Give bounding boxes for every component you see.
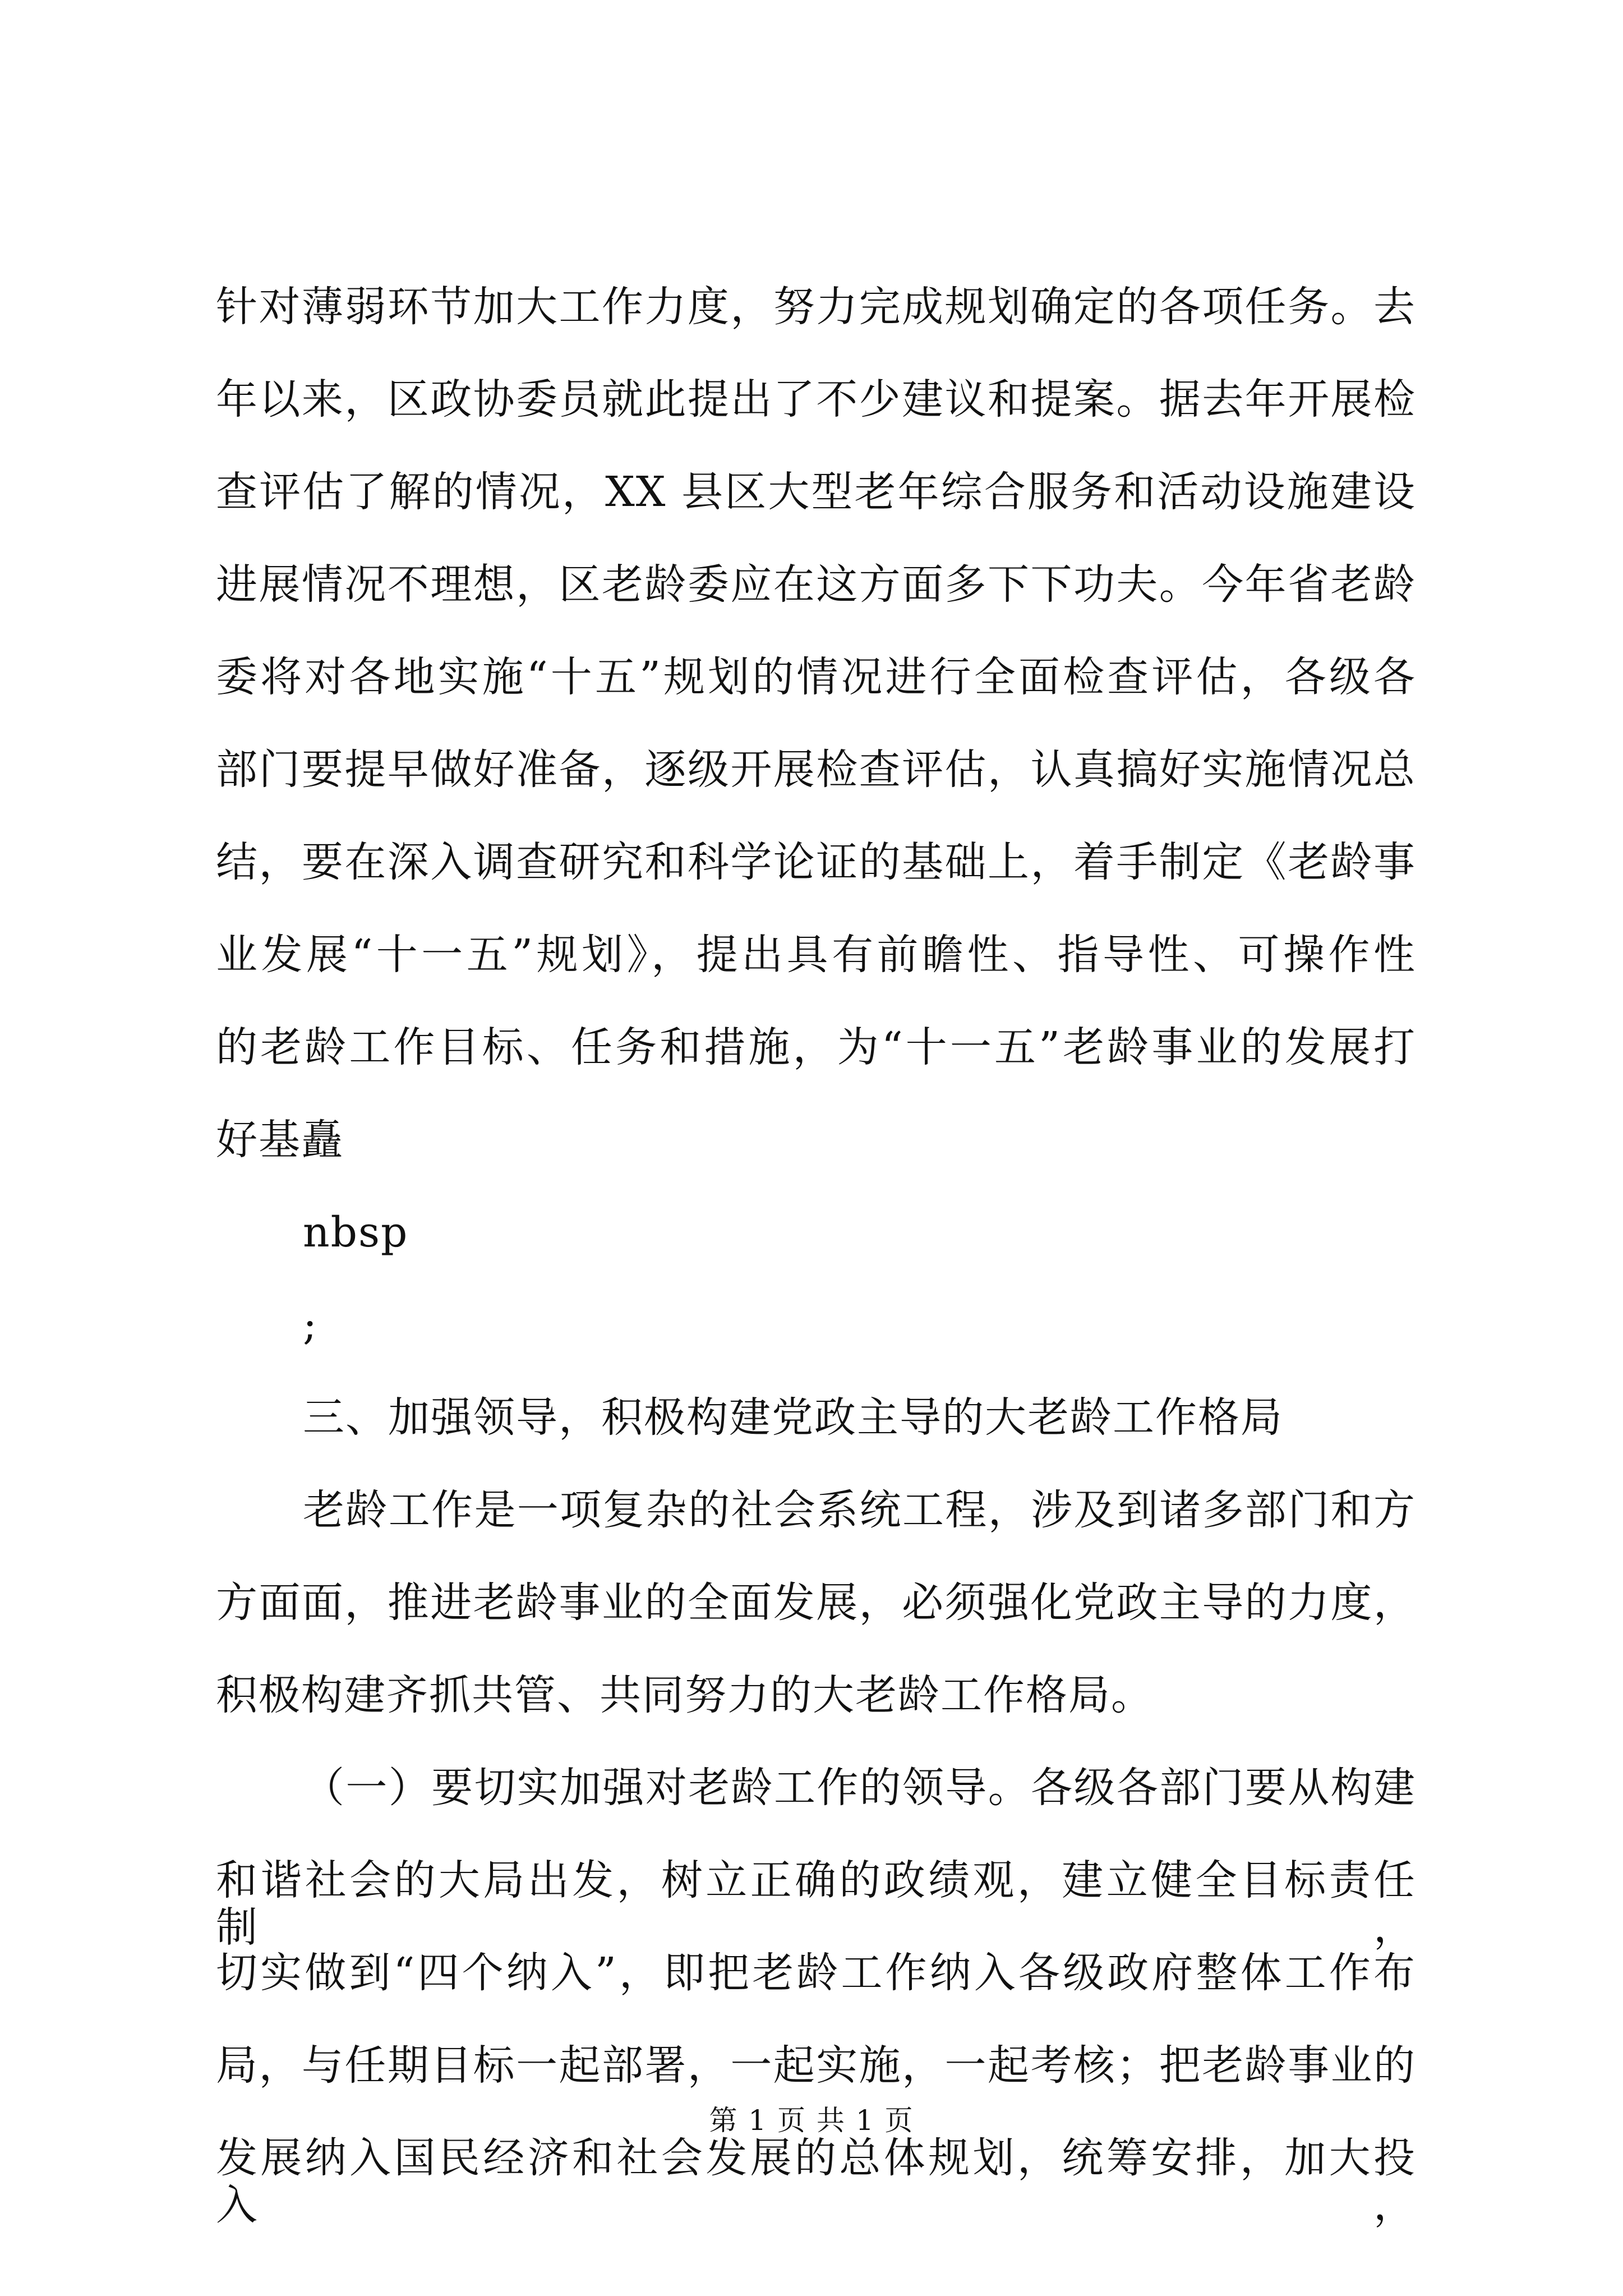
text-line: ;: [303, 1301, 318, 1349]
text-line: 积极构建齐抓共管、共同努力的大老龄工作格局。: [216, 1671, 1154, 1719]
text-line: 好基矗: [216, 1116, 344, 1164]
text-line: 查评估了解的情况，XX 县区大型老年综合服务和活动设施建设: [216, 468, 1416, 516]
paragraph-first-line: （一）要切实加强对老龄工作的领导。各级各部门要从构建: [303, 1764, 1416, 1812]
text-line: 进展情况不理想，区老龄委应在这方面多下下功夫。今年省老龄: [216, 560, 1416, 609]
paragraph-first-line: 老龄工作是一项复杂的社会系统工程，涉及到诸多部门和方: [303, 1486, 1416, 1534]
text-line: 年以来，区政协委员就此提出了不少建议和提案。据去年开展检: [216, 375, 1416, 424]
text-line: 委将对各地实施“十五”规划的情况进行全面检查评估，各级各: [216, 653, 1416, 701]
text-line: 发展纳入国民经济和社会发展的总体规划，统筹安排，加大投入，: [216, 2134, 1416, 2229]
text-line: 部门要提早做好准备，逐级开展检查评估，认真搞好实施情况总: [216, 746, 1416, 794]
text-line: 和谐社会的大局出发，树立正确的政绩观，建立健全目标责任制，: [216, 1856, 1416, 1952]
text-line: 局，与任期目标一起部署，一起实施，一起考核；把老龄事业的: [216, 2041, 1416, 2090]
text-line: 的老龄工作目标、任务和措施，为“十一五”老龄事业的发展打: [216, 1023, 1416, 1071]
text-line: 结，要在深入调查研究和科学论证的基础上，着手制定《老龄事: [216, 838, 1416, 886]
section-heading: 三、加强领导，积极构建党政主导的大老龄工作格局: [303, 1393, 1283, 1442]
text-line: nbsp: [303, 1208, 409, 1257]
text-line: 切实做到“四个纳入”，即把老龄工作纳入各级政府整体工作布: [216, 1949, 1416, 1997]
page-footer: 第 1 页 共 1 页: [709, 2104, 914, 2137]
text-line: 方面面，推进老龄事业的全面发展，必须强化党政主导的力度，: [216, 1579, 1416, 1627]
text-line: 针对薄弱环节加大工作力度，努力完成规划确定的各项任务。去: [216, 283, 1416, 331]
text-line: 业发展“十一五”规划》，提出具有前瞻性、指导性、可操作性: [216, 931, 1416, 979]
